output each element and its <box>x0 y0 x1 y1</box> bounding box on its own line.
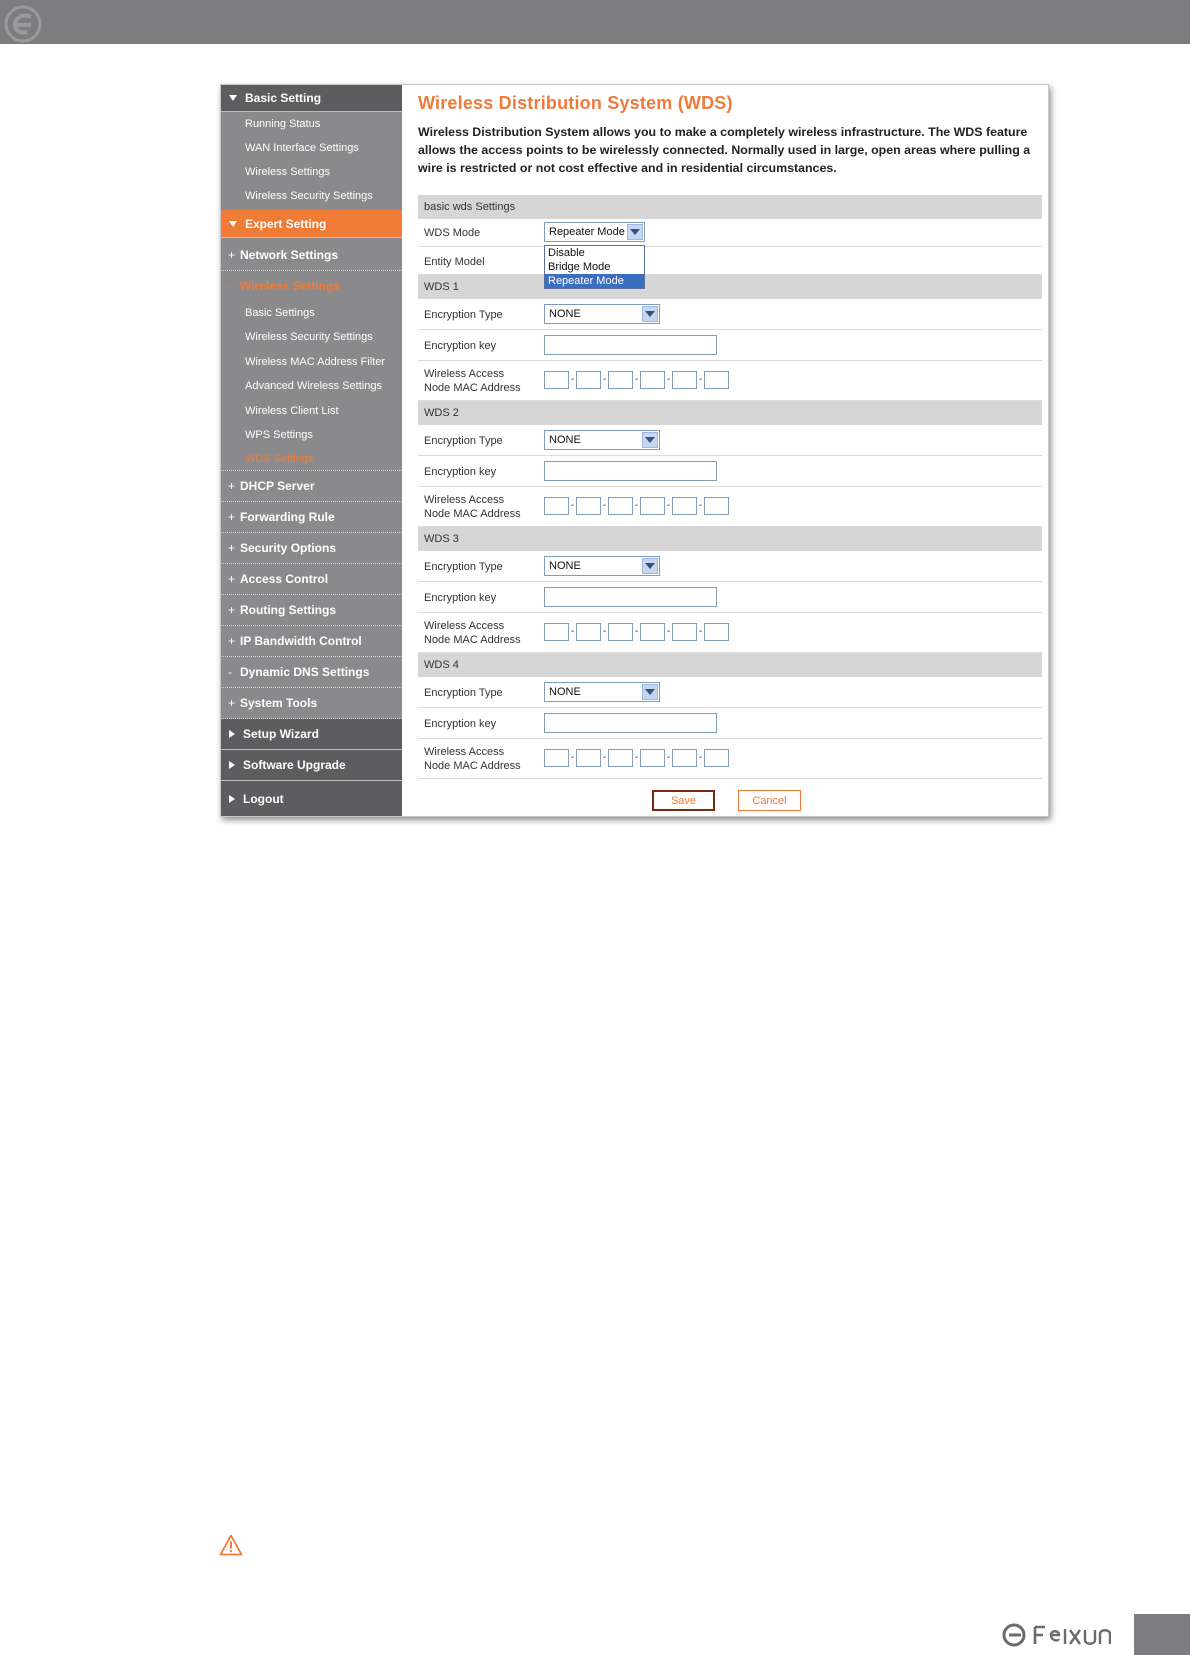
sidebar-item-wps-settings[interactable]: WPS Settings <box>245 429 313 441</box>
option-repeater-mode[interactable]: Repeater Mode <box>545 274 644 288</box>
row-mac-address: Wireless Access Node MAC Address - - - - - <box>418 361 1042 401</box>
top-bar <box>0 0 1190 44</box>
row-encryption-key: Encryption key <box>418 456 1042 487</box>
row-encryption-key: Encryption key <box>418 330 1042 361</box>
mac-address-fields: - - - - - <box>544 749 729 767</box>
sidebar-basic-setting[interactable]: Basic Setting <box>221 85 402 112</box>
sidebar-cat-system-tools[interactable]: + System Tools <box>221 688 402 719</box>
sidebar-item-mac-filter[interactable]: Wireless MAC Address Filter <box>245 355 385 368</box>
dropdown-arrow-icon[interactable] <box>642 432 658 448</box>
mac-octet-input[interactable] <box>576 497 601 515</box>
mac-octet-input[interactable] <box>608 623 633 641</box>
encryption-type-select[interactable]: NONE <box>544 304 660 324</box>
mac-octet-input[interactable] <box>608 497 633 515</box>
sidebar-item-wireless-security-settings[interactable]: Wireless Security Settings <box>245 331 373 343</box>
sidebar-setup-wizard[interactable]: Setup Wizard <box>221 719 402 750</box>
sidebar <box>221 85 402 816</box>
row-encryption-type: Encryption Type NONE <box>418 425 1042 456</box>
mac-address-fields: - - - - - <box>544 371 729 389</box>
sidebar-expert-setting[interactable]: Expert Setting <box>221 210 402 238</box>
sidebar-cat-access-control[interactable]: + Access Control <box>221 564 402 595</box>
save-button[interactable]: Save <box>652 790 715 811</box>
mac-octet-input[interactable] <box>704 749 729 767</box>
row-mac-address: Wireless Access Node MAC Address - - - - - <box>418 487 1042 527</box>
row-entity-model: Entity Model <box>418 247 1042 275</box>
section-wds-3: WDS 3 <box>418 527 1042 551</box>
mac-octet-input[interactable] <box>608 749 633 767</box>
row-mac-address: Wireless Access Node MAC Address - - - - - <box>418 613 1042 653</box>
sidebar-cat-routing-settings[interactable]: + Routing Settings <box>221 595 402 626</box>
triangle-right-icon <box>229 761 235 769</box>
encryption-type-select[interactable]: NONE <box>544 556 660 576</box>
option-bridge-mode[interactable]: Bridge Mode <box>548 261 611 273</box>
dropdown-arrow-icon[interactable] <box>642 306 658 322</box>
sidebar-cat-security-options[interactable]: + Security Options <box>221 533 402 564</box>
triangle-down-icon <box>229 221 237 227</box>
mac-octet-input[interactable] <box>640 749 665 767</box>
section-basic-wds: basic wds Settings <box>418 195 1042 219</box>
sidebar-item-running-status[interactable]: Running Status <box>245 118 321 130</box>
sidebar-item-advanced-wireless[interactable]: Advanced Wireless Settings <box>245 380 382 392</box>
sidebar-item-basic-settings[interactable]: Basic Settings <box>245 306 315 319</box>
sidebar-cat-network-settings[interactable]: + Network Settings <box>221 240 402 271</box>
mac-octet-input[interactable] <box>544 371 569 389</box>
encryption-key-input[interactable] <box>544 461 717 481</box>
sidebar-cat-ip-bandwidth-control[interactable]: + IP Bandwidth Control <box>221 626 402 657</box>
sidebar-item-client-list[interactable]: Wireless Client List <box>245 404 339 417</box>
row-encryption-type: Encryption Type NONE <box>418 551 1042 582</box>
feixun-logo-icon <box>4 5 42 43</box>
feixun-logo-icon <box>1001 1621 1111 1649</box>
mac-octet-input[interactable] <box>576 623 601 641</box>
wds-mode-select[interactable]: Repeater Mode <box>544 222 645 242</box>
mac-octet-input[interactable] <box>672 623 697 641</box>
option-disable[interactable]: Disable <box>548 247 585 259</box>
section-wds-1: WDS 1 <box>418 275 1042 299</box>
row-encryption-key: Encryption key <box>418 582 1042 613</box>
mac-octet-input[interactable] <box>704 497 729 515</box>
encryption-type-select[interactable]: NONE <box>544 430 660 450</box>
wds-mode-dropdown-list <box>544 245 645 289</box>
triangle-right-icon <box>229 730 235 738</box>
row-encryption-key: Encryption key <box>418 708 1042 739</box>
dropdown-arrow-icon[interactable] <box>642 558 658 574</box>
mac-octet-input[interactable] <box>640 371 665 389</box>
mac-octet-input[interactable] <box>544 497 569 515</box>
triangle-down-icon <box>229 95 237 101</box>
mac-octet-input[interactable] <box>544 623 569 641</box>
sidebar-cat-dhcp-server[interactable]: + DHCP Server <box>221 471 402 502</box>
encryption-type-select[interactable]: NONE <box>544 682 660 702</box>
mac-address-fields: - - - - - <box>544 623 729 641</box>
section-wds-2: WDS 2 <box>418 401 1042 425</box>
encryption-key-input[interactable] <box>544 713 717 733</box>
mac-octet-input[interactable] <box>640 497 665 515</box>
sidebar-item-wireless-security[interactable]: Wireless Security Settings <box>245 190 373 202</box>
page-number-tab <box>1134 1614 1190 1655</box>
page-description: Wireless Distribution System allows you to make a completely wireless infrastructure. The WDS feature allows the access points to be wirelessly connected. Normally used in large, open areas where pulling a wire is restricted or not cost effective and in residential circumstances. <box>418 125 1031 175</box>
encryption-key-input[interactable] <box>544 587 717 607</box>
section-wds-4: WDS 4 <box>418 653 1042 677</box>
mac-address-fields: - - - - - <box>544 497 729 515</box>
sidebar-cat-forwarding-rule[interactable]: + Forwarding Rule <box>221 502 402 533</box>
router-admin-screenshot <box>220 84 1049 817</box>
triangle-right-icon <box>229 795 235 803</box>
row-encryption-type: Encryption Type NONE <box>418 299 1042 330</box>
sidebar-item-wan-interface[interactable]: WAN Interface Settings <box>245 142 359 154</box>
mac-octet-input[interactable] <box>704 623 729 641</box>
page-title: Wireless Distribution System (WDS) <box>418 93 733 113</box>
sidebar-item-wds-settings[interactable]: WDS Settings <box>221 447 402 471</box>
row-wds-mode: WDS Mode Repeater Mode <box>418 219 1042 247</box>
sidebar-cat-wireless-settings[interactable]: - Wireless Settings <box>221 271 402 300</box>
sidebar-item-wireless-settings[interactable]: Wireless Settings <box>245 166 330 178</box>
sidebar-software-upgrade[interactable]: Software Upgrade <box>221 750 402 781</box>
mac-octet-input[interactable] <box>576 371 601 389</box>
mac-octet-input[interactable] <box>672 371 697 389</box>
mac-octet-input[interactable] <box>640 623 665 641</box>
dropdown-arrow-icon[interactable] <box>642 684 658 700</box>
warning-icon <box>219 1534 243 1556</box>
row-encryption-type: Encryption Type NONE <box>418 677 1042 708</box>
sidebar-cat-dynamic-dns[interactable]: - Dynamic DNS Settings <box>221 657 402 688</box>
row-mac-address: Wireless Access Node MAC Address - - - - - <box>418 739 1042 779</box>
mac-octet-input[interactable] <box>672 497 697 515</box>
cancel-button[interactable]: Cancel <box>738 790 801 811</box>
sidebar-logout[interactable]: Logout <box>221 781 402 816</box>
mac-octet-input[interactable] <box>608 371 633 389</box>
mac-octet-input[interactable] <box>544 749 569 767</box>
mac-octet-input[interactable] <box>576 749 601 767</box>
mac-octet-input[interactable] <box>672 749 697 767</box>
mac-octet-input[interactable] <box>704 371 729 389</box>
dropdown-arrow-icon[interactable] <box>627 224 643 240</box>
encryption-key-input[interactable] <box>544 335 717 355</box>
